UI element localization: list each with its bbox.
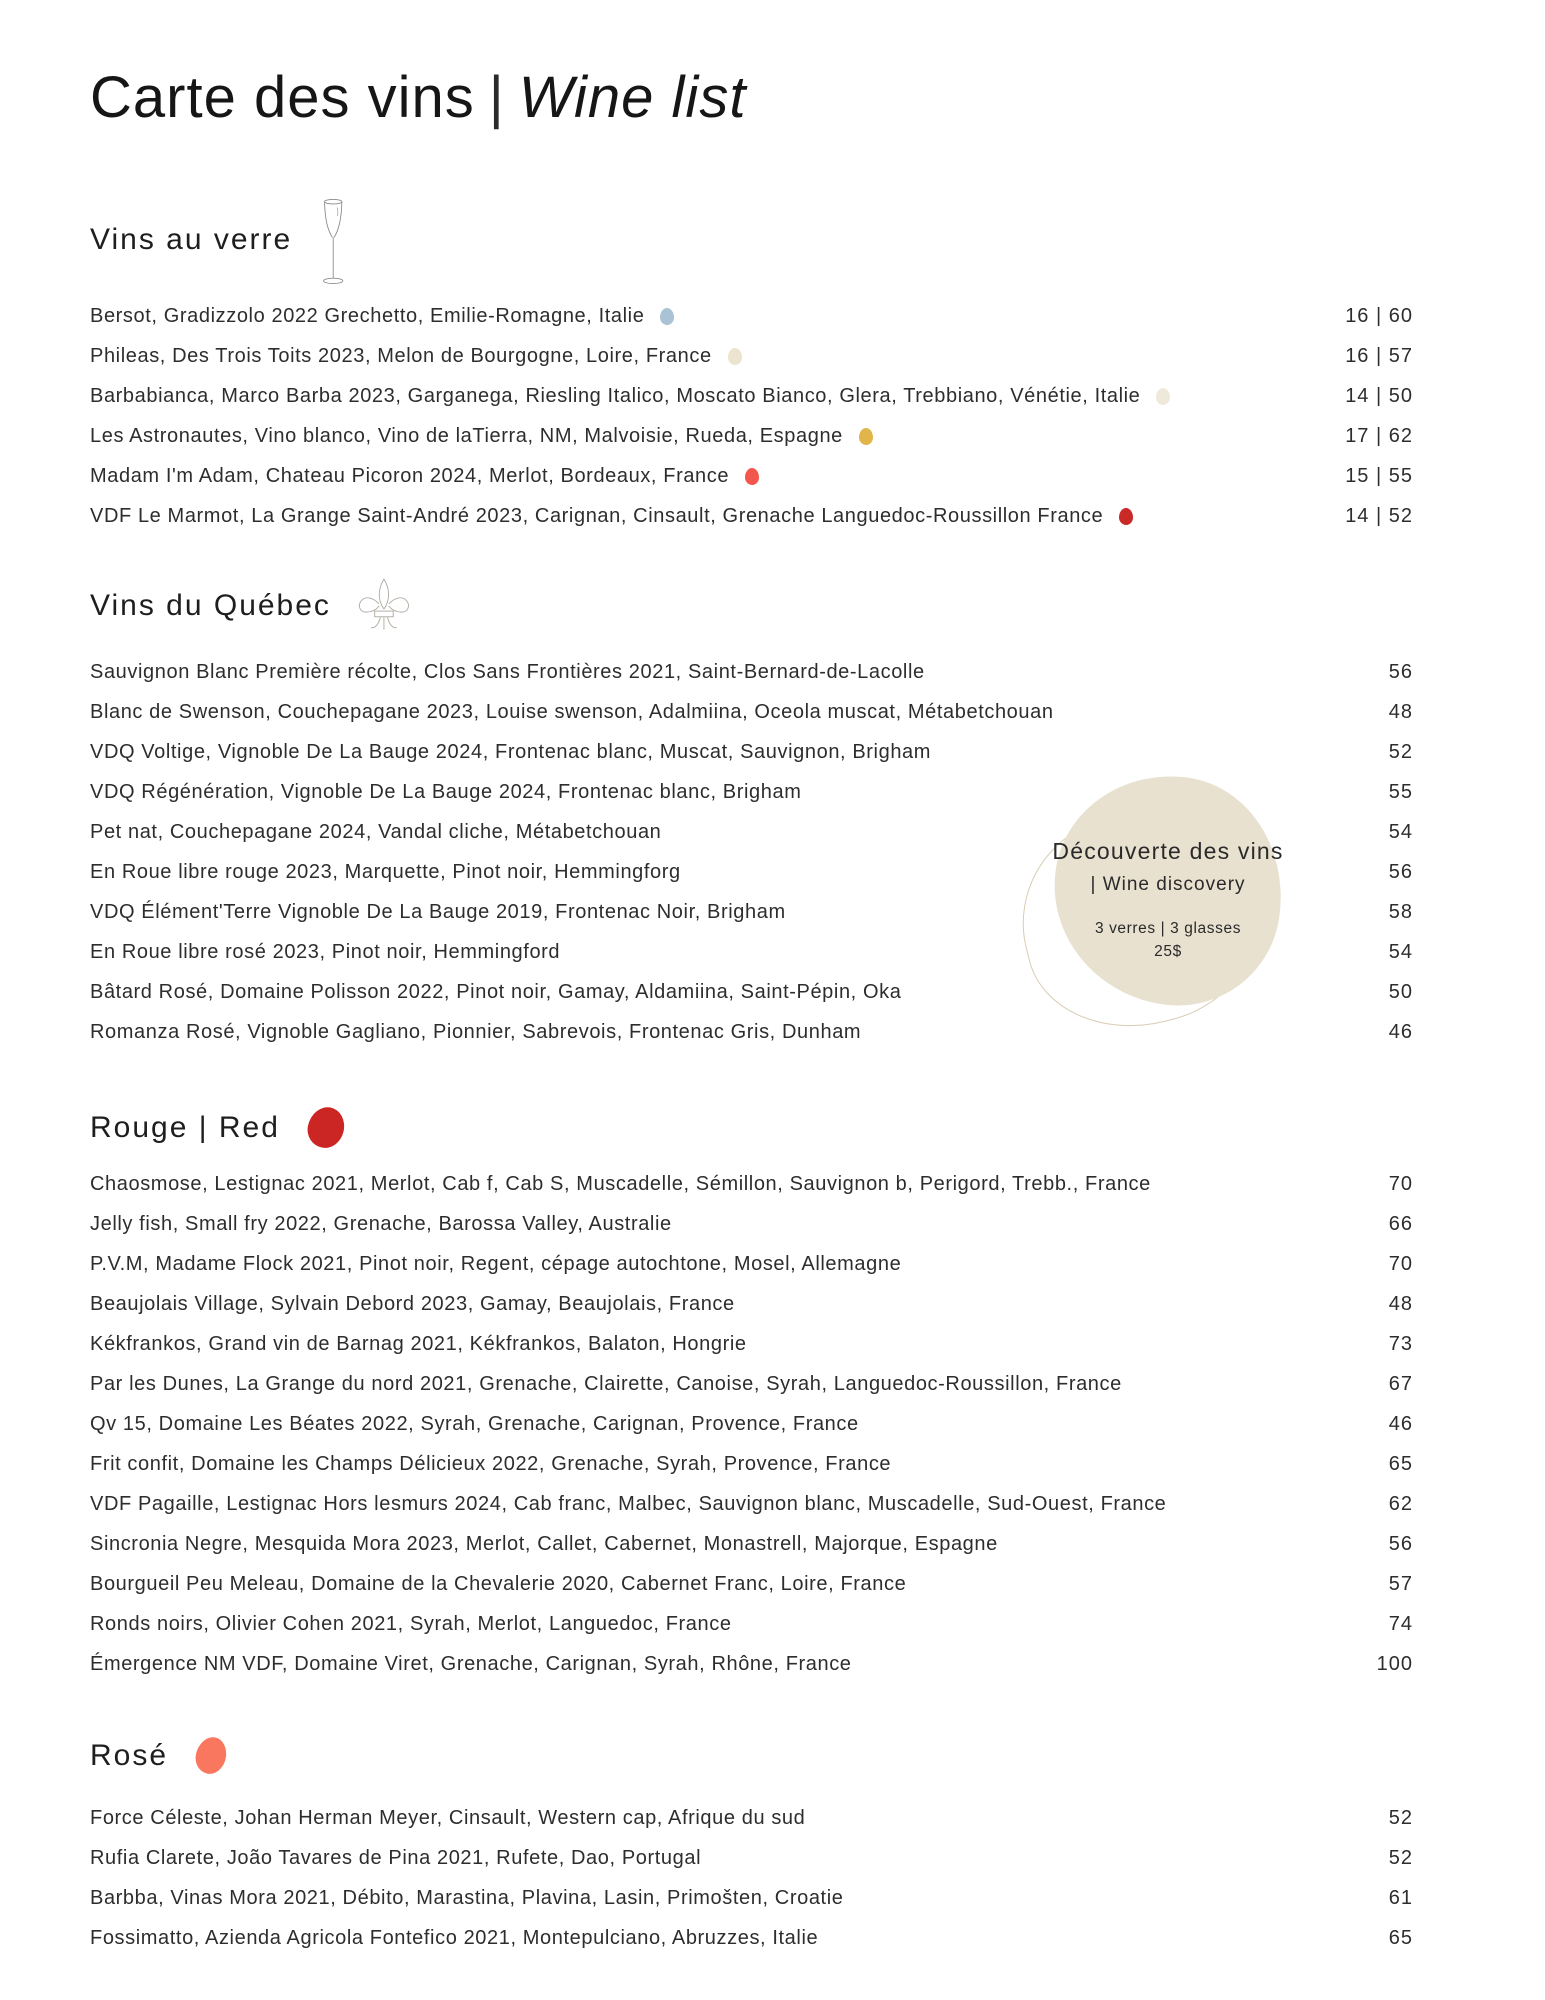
wine-price: 70	[1388, 1173, 1413, 1196]
wine-list-rose	[90, 1799, 1413, 1959]
wine-name: En Roue libre rosé 2023, Pinot noir, Hemmingford	[90, 941, 561, 964]
wine-name: Sincronia Negre, Mesquida Mora 2023, Merlot, Callet, Cabernet, Monastrell, Majorque, Espagne	[90, 1533, 998, 1556]
wine-row	[90, 653, 1413, 693]
wine-price: 62	[1388, 1493, 1413, 1516]
wine-price: 58	[1388, 901, 1413, 924]
section-heading-label: Vins du Québec	[90, 588, 331, 622]
wine-name: Madam I'm Adam, Chateau Picoron 2024, Merlot, Bordeaux, France	[90, 465, 759, 488]
wine-glass-icon	[314, 194, 352, 290]
wine-price: 46	[1388, 1413, 1413, 1436]
wine-row	[90, 1525, 1413, 1565]
wine-price: 48	[1388, 701, 1413, 724]
section-vins-au-verre	[90, 217, 1413, 537]
wine-price: 73	[1388, 1333, 1413, 1356]
red-wine-dot	[304, 1104, 348, 1152]
badge-detail: 3 verres | 3 glasses	[1094, 920, 1242, 937]
wine-row	[90, 1205, 1413, 1245]
wine-row	[90, 853, 1413, 893]
wine-name: Rufia Clarete, João Tavares de Pina 2021, Rufete, Dao, Portugal	[90, 1847, 702, 1870]
wine-name: Beaujolais Village, Sylvain Debord 2023, Gamay, Beaujolais, France	[90, 1293, 735, 1316]
wine-price: 52	[1388, 1807, 1413, 1830]
wine-color-dot	[1119, 508, 1133, 525]
wine-row	[90, 457, 1413, 497]
wine-price: 57	[1388, 1573, 1413, 1596]
wine-name: En Roue libre rouge 2023, Marquette, Pinot noir, Hemmingforg	[90, 861, 681, 884]
badge-title-en: | Wine discovery	[1090, 874, 1246, 895]
wine-name: VDQ Élément'Terre Vignoble De La Bauge 2019, Frontenac Noir, Brigham	[90, 901, 786, 924]
rose-wine-dot	[193, 1735, 230, 1777]
wine-row	[90, 377, 1413, 417]
wine-name: Phileas, Des Trois Toits 2023, Melon de Bourgogne, Loire, France	[90, 345, 742, 368]
wine-price: 17 | 62	[1345, 425, 1413, 448]
wine-row	[90, 417, 1413, 457]
wine-row	[90, 893, 1413, 933]
wine-row	[90, 1565, 1413, 1605]
wine-price: 74	[1388, 1613, 1413, 1636]
wine-row	[90, 1605, 1413, 1645]
wine-row	[90, 1325, 1413, 1365]
wine-name: Chaosmose, Lestignac 2021, Merlot, Cab f, Cab S, Muscadelle, Sémillon, Sauvignon b, Perigord, Trebb., France	[90, 1173, 1151, 1196]
wine-price: 16 | 57	[1345, 345, 1413, 368]
wine-price: 16 | 60	[1345, 305, 1413, 328]
wine-color-dot	[859, 428, 873, 445]
wine-color-dot	[745, 468, 759, 485]
section-heading-rose	[90, 1733, 1413, 1779]
wine-price: 14 | 52	[1345, 505, 1413, 528]
wine-name: Fossimatto, Azienda Agricola Fontefico 2021, Montepulciano, Abruzzes, Italie	[90, 1927, 819, 1950]
wine-name: Frit confit, Domaine les Champs Délicieux 2022, Grenache, Syrah, Provence, France	[90, 1453, 892, 1476]
wine-name: P.V.M, Madame Flock 2021, Pinot noir, Regent, cépage autochtone, Mosel, Allemagne	[90, 1253, 902, 1276]
wine-row	[90, 337, 1413, 377]
wine-price: 50	[1388, 981, 1413, 1004]
wine-price: 52	[1388, 741, 1413, 764]
wine-color-dot	[728, 348, 742, 365]
wine-price: 54	[1388, 941, 1413, 964]
wine-name: Barbba, Vinas Mora 2021, Débito, Marastina, Plavina, Lasin, Primošten, Croatie	[90, 1887, 844, 1910]
section-vins-du-quebec	[90, 583, 1413, 1053]
wine-row	[90, 1879, 1413, 1919]
wine-row	[90, 1799, 1413, 1839]
wine-price: 14 | 50	[1345, 385, 1413, 408]
wine-price: 56	[1388, 661, 1413, 684]
wine-color-dot	[1156, 388, 1170, 405]
page-title	[90, 65, 1413, 130]
wine-row	[90, 733, 1413, 773]
wine-name: Bâtard Rosé, Domaine Polisson 2022, Pinot noir, Gamay, Aldamiina, Saint-Pépin, Oka	[90, 981, 902, 1004]
title-separator: |	[488, 65, 505, 130]
wine-name: Force Céleste, Johan Herman Meyer, Cinsault, Western cap, Afrique du sud	[90, 1807, 806, 1830]
fleur-de-lis-icon	[353, 575, 415, 641]
wine-row	[90, 813, 1413, 853]
wine-row	[90, 1245, 1413, 1285]
title-french: Carte des vins	[90, 65, 475, 130]
wine-price: 67	[1388, 1373, 1413, 1396]
wine-price: 56	[1388, 1533, 1413, 1556]
section-rouge-red	[90, 1105, 1413, 1685]
wine-row	[90, 1365, 1413, 1405]
wine-price: 48	[1388, 1293, 1413, 1316]
wine-price: 100	[1376, 1653, 1413, 1676]
wine-list-quebec	[90, 653, 1413, 1053]
wine-name: VDQ Voltige, Vignoble De La Bauge 2024, Frontenac blanc, Muscat, Sauvignon, Brigham	[90, 741, 932, 764]
wine-row	[90, 1285, 1413, 1325]
wine-row	[90, 773, 1413, 813]
section-rose	[90, 1733, 1413, 1959]
wine-name: Par les Dunes, La Grange du nord 2021, Grenache, Clairette, Canoise, Syrah, Languedoc-Roussillon, France	[90, 1373, 1122, 1396]
wine-row	[90, 1445, 1413, 1485]
wine-price: 56	[1388, 861, 1413, 884]
section-heading-vins-au-verre	[90, 217, 1413, 263]
section-heading-label: Rouge | Red	[90, 1110, 280, 1144]
wine-name: Jelly fish, Small fry 2022, Grenache, Barossa Valley, Australie	[90, 1213, 672, 1236]
wine-name: Émergence NM VDF, Domaine Viret, Grenache, Carignan, Syrah, Rhône, France	[90, 1653, 852, 1676]
title-english: Wine list	[518, 65, 747, 130]
wine-price: 70	[1388, 1253, 1413, 1276]
section-heading-rouge-red	[90, 1105, 1413, 1151]
wine-name: Blanc de Swenson, Couchepagane 2023, Louise swenson, Adalmiina, Oceola muscat, Métabetchouan	[90, 701, 1054, 724]
badge-price: 25$	[1154, 943, 1182, 960]
wine-list-by-glass	[90, 297, 1413, 537]
wine-name: Sauvignon Blanc Première récolte, Clos Sans Frontières 2021, Saint-Bernard-de-Lacolle	[90, 661, 925, 684]
wine-name: Qv 15, Domaine Les Béates 2022, Syrah, Grenache, Carignan, Provence, France	[90, 1413, 859, 1436]
wine-name: Barbabianca, Marco Barba 2023, Garganega, Riesling Italico, Moscato Bianco, Glera, Trebbiano, Vénétie, Italie	[90, 385, 1170, 408]
wine-price: 15 | 55	[1345, 465, 1413, 488]
badge-title-fr: Découverte des vins	[1052, 838, 1284, 864]
wine-row	[90, 973, 1413, 1013]
wine-row	[90, 1919, 1413, 1959]
wine-row	[90, 497, 1413, 537]
wine-price: 65	[1388, 1927, 1413, 1950]
wine-price: 66	[1388, 1213, 1413, 1236]
wine-price: 61	[1388, 1887, 1413, 1910]
wine-row	[90, 1645, 1413, 1685]
wine-row	[90, 693, 1413, 733]
wine-price: 55	[1388, 781, 1413, 804]
wine-name: Pet nat, Couchepagane 2024, Vandal cliche, Métabetchouan	[90, 821, 662, 844]
wine-name: Les Astronautes, Vino blanco, Vino de laTierra, NM, Malvoisie, Rueda, Espagne	[90, 425, 873, 448]
wine-row	[90, 1165, 1413, 1205]
wine-name: Bersot, Gradizzolo 2022 Grechetto, Emilie-Romagne, Italie	[90, 305, 674, 328]
wine-name: VDF Le Marmot, La Grange Saint-André 2023, Carignan, Cinsault, Grenache Languedoc-Roussillon France	[90, 505, 1133, 528]
section-heading-label: Vins au verre	[90, 222, 293, 256]
wine-name: Kékfrankos, Grand vin de Barnag 2021, Kékfrankos, Balaton, Hongrie	[90, 1333, 747, 1356]
wine-name: Bourgueil Peu Meleau, Domaine de la Chevalerie 2020, Cabernet Franc, Loire, France	[90, 1573, 907, 1596]
wine-name: Ronds noirs, Olivier Cohen 2021, Syrah, Merlot, Languedoc, France	[90, 1613, 732, 1636]
wine-row	[90, 1405, 1413, 1445]
wine-color-dot	[660, 308, 674, 325]
wine-row	[90, 1013, 1413, 1053]
wine-list-red	[90, 1165, 1413, 1685]
wine-price: 46	[1388, 1021, 1413, 1044]
wine-price: 52	[1388, 1847, 1413, 1870]
wine-row	[90, 1485, 1413, 1525]
section-heading-label: Rosé	[90, 1738, 169, 1772]
wine-name: Romanza Rosé, Vignoble Gagliano, Pionnier, Sabrevois, Frontenac Gris, Dunham	[90, 1021, 862, 1044]
wine-row	[90, 933, 1413, 973]
wine-name: VDF Pagaille, Lestignac Hors lesmurs 2024, Cab franc, Malbec, Sauvignon blanc, Muscadelle, Sud-Ouest, France	[90, 1493, 1167, 1516]
wine-row	[90, 1839, 1413, 1879]
wine-row	[90, 297, 1413, 337]
wine-name: VDQ Régénération, Vignoble De La Bauge 2024, Frontenac blanc, Brigham	[90, 781, 802, 804]
wine-price: 65	[1388, 1453, 1413, 1476]
section-heading-vins-du-quebec	[90, 583, 1413, 629]
wine-price: 54	[1388, 821, 1413, 844]
